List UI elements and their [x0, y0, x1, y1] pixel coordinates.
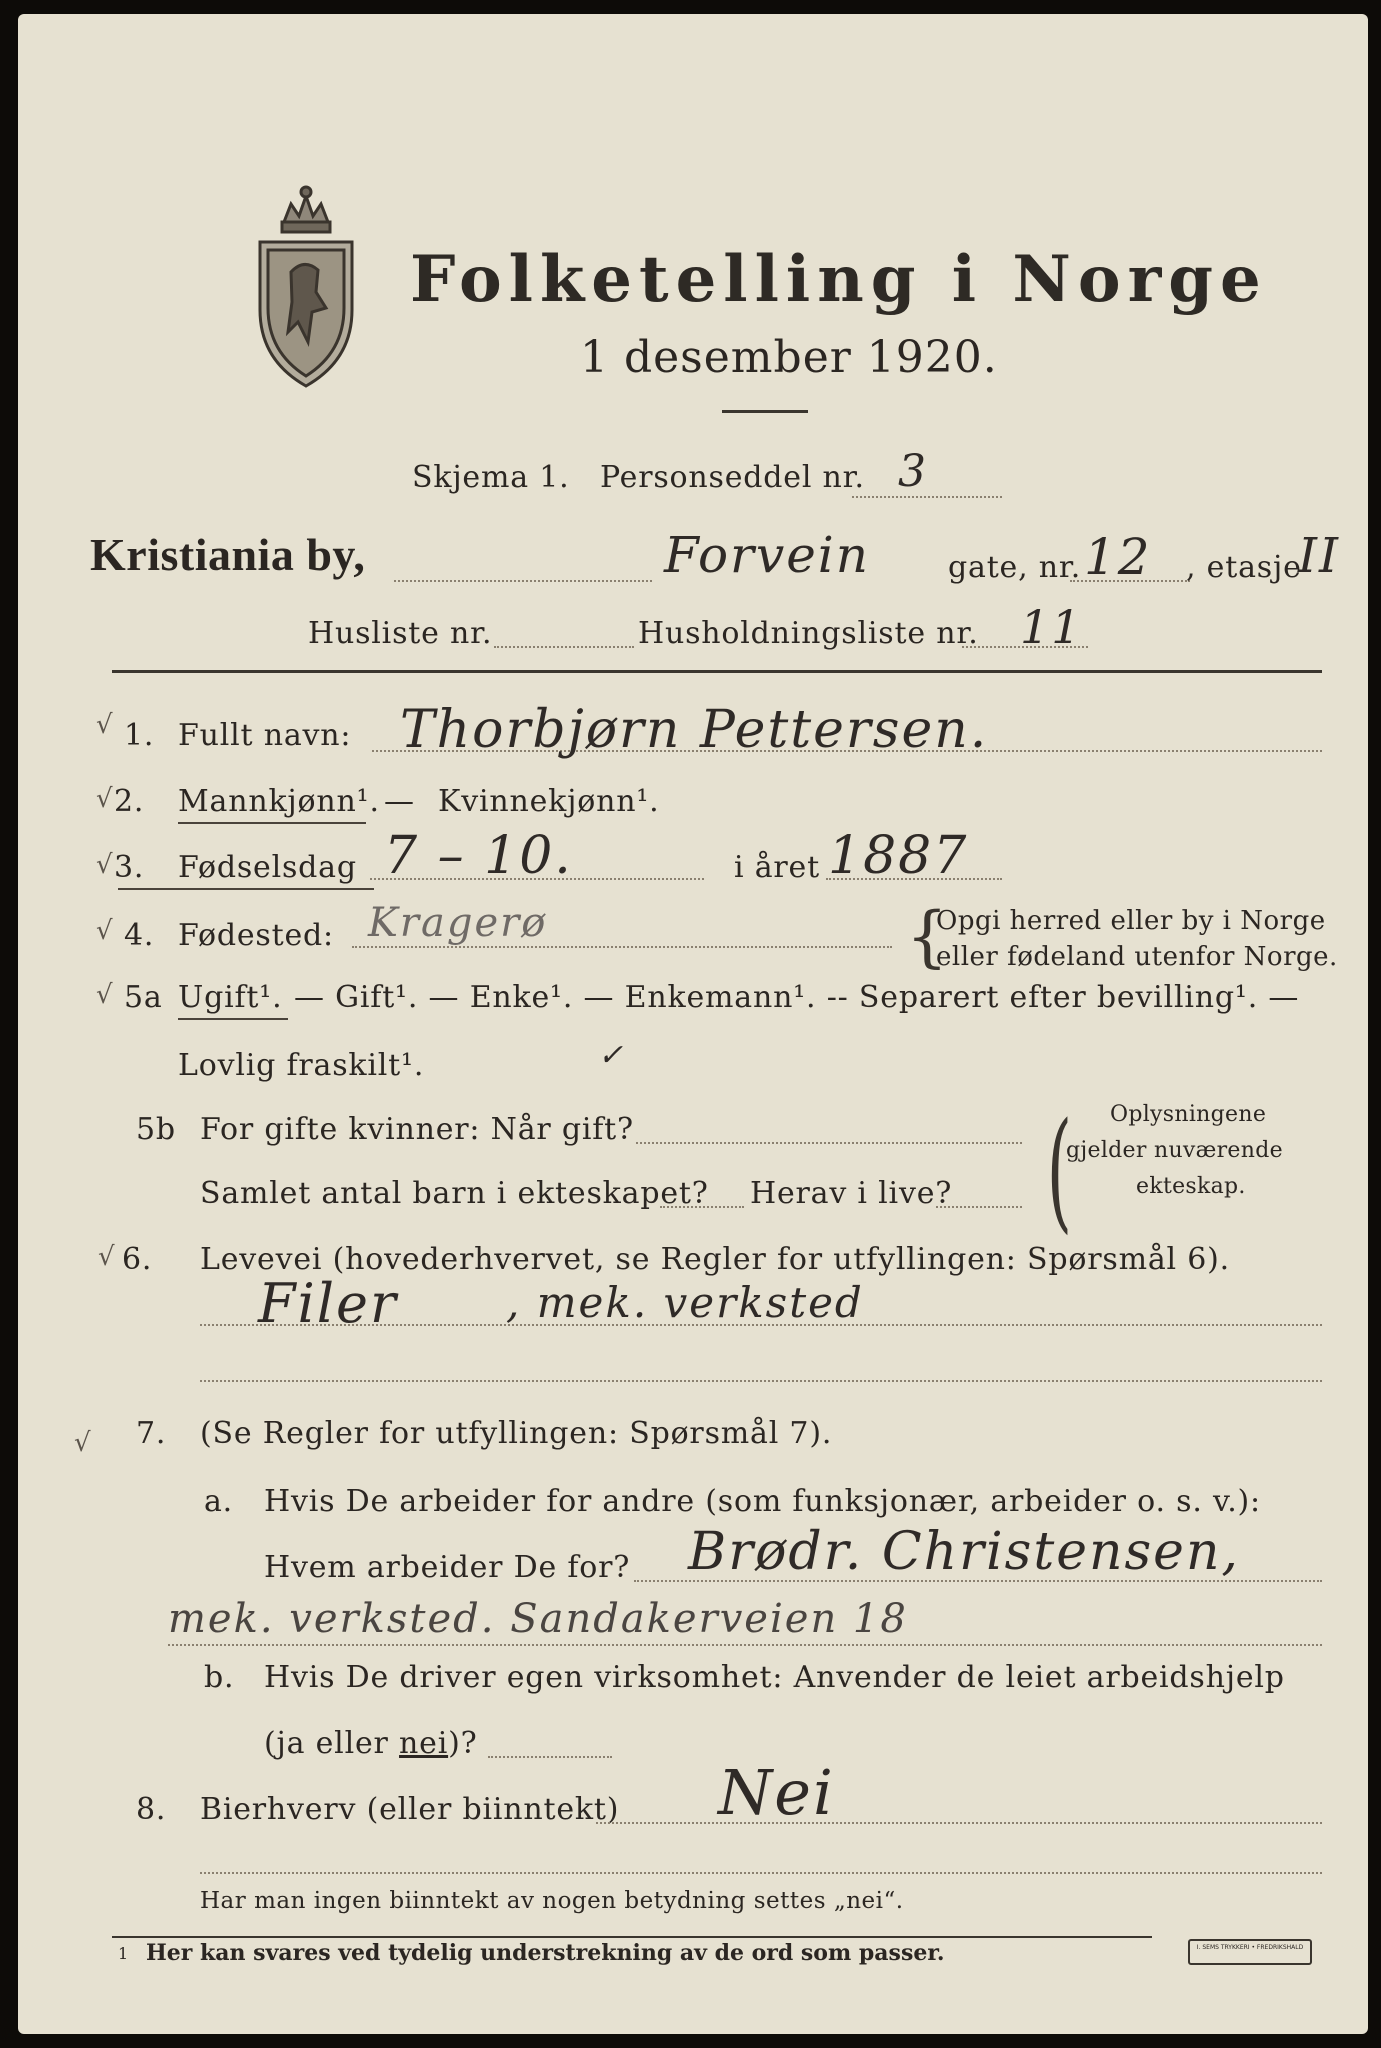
- q5a-options[interactable]: — Gift¹. — Enke¹. — Enkemann¹. -- Separert efter bevilling¹. —: [294, 980, 1300, 1015]
- checkmark-q4: √: [96, 916, 113, 946]
- checkmark-q3: √: [96, 850, 113, 880]
- coat-of-arms-emblem: [246, 182, 366, 392]
- q5b-note-line1: Oplysningene: [1110, 1102, 1267, 1127]
- q3-label: Fødselsdag: [178, 850, 357, 885]
- q2-kvinnekjonn[interactable]: Kvinnekjønn¹.: [438, 784, 660, 819]
- q3-answer[interactable]: 7 – 10.: [384, 826, 573, 886]
- personseddel-number[interactable]: 3: [898, 446, 928, 497]
- q1-answer[interactable]: Thorbjørn Pettersen.: [400, 700, 989, 760]
- q2-mannkjonn-underline: [178, 822, 366, 824]
- q5b-label2: Samlet antal barn i ekteskapet?: [200, 1176, 709, 1211]
- q4-number: 4.: [124, 918, 155, 953]
- checkmark-q7: √: [74, 1428, 91, 1458]
- q4-label: Fødested:: [178, 918, 334, 953]
- footer-separator: [112, 1936, 1152, 1938]
- street-name[interactable]: Forvein: [664, 526, 870, 584]
- q6-label: Levevei (hovederhvervet, se Regler for utfyllingen: Spørsmål 6).: [200, 1242, 1230, 1277]
- etasje-value[interactable]: II: [1298, 528, 1340, 584]
- q3-number: 3.: [114, 850, 145, 885]
- etasje-label: , etasje: [1186, 550, 1302, 585]
- husholdning-number[interactable]: 11: [1020, 600, 1083, 654]
- footer-note: Har man ingen biinntekt av nogen betydning settes „nei“.: [200, 1888, 904, 1914]
- footnote-number: 1: [118, 1944, 129, 1963]
- q4-note-brace: {: [906, 898, 948, 975]
- q7a-line2: [168, 1644, 1322, 1646]
- husliste-line: [494, 646, 634, 648]
- q7b-text: Hvis De driver egen virksomhet: Anvender de leiet arbeidshjelp: [264, 1660, 1285, 1695]
- q4-answer[interactable]: Kragerø: [368, 900, 548, 946]
- q6-answer-rest[interactable]: , mek. verksted: [506, 1278, 864, 1327]
- q5a-ugift[interactable]: Ugift¹.: [178, 980, 283, 1015]
- q7a-question: Hvem arbeider De for?: [264, 1550, 631, 1585]
- q6-number: 6.: [122, 1242, 153, 1277]
- q7a-letter: a.: [204, 1484, 234, 1519]
- q5b-herav-line: [936, 1206, 1022, 1208]
- q7-label: (Se Regler for utfyllingen: Spørsmål 7).: [200, 1416, 833, 1451]
- q8-answer[interactable]: Nei: [718, 1756, 835, 1829]
- q7b-nei-option[interactable]: nei: [399, 1726, 449, 1761]
- printer-stamp: I. SEMS TRYKKERI • FREDRIKSHALD: [1188, 1939, 1312, 1965]
- city-line: [394, 580, 652, 582]
- q7-number: 7.: [136, 1416, 167, 1451]
- q7b-question[interactable]: (ja eller nei)?: [264, 1726, 478, 1761]
- q7b-line: [488, 1756, 612, 1758]
- q4-note-line1: Opgi herred eller by i Norge: [936, 906, 1326, 936]
- q2-mannkjonn[interactable]: Mannkjønn¹.: [178, 784, 380, 819]
- q5a-tick-mark: ✓: [598, 1038, 626, 1073]
- q1-number: 1.: [124, 718, 155, 753]
- q4-line: [352, 946, 892, 948]
- q5b-label: For gifte kvinner: Når gift?: [200, 1112, 634, 1147]
- q5b-note-brace: (: [1046, 1094, 1073, 1246]
- q2-separator: —: [384, 784, 415, 819]
- checkmark-q2: √: [96, 784, 113, 814]
- q6-answer-main[interactable]: Filer: [258, 1272, 398, 1335]
- q3-underline: [118, 888, 374, 890]
- house-number[interactable]: 12: [1084, 528, 1152, 586]
- house-number-line: [1070, 580, 1190, 582]
- q1-label: Fullt navn:: [178, 718, 352, 753]
- q8-line2: [200, 1872, 1322, 1874]
- q5b-note-line3: ekteskap.: [1136, 1174, 1246, 1199]
- q5a-number: 5a: [124, 980, 163, 1015]
- title-divider: [722, 410, 808, 413]
- checkmark-q6: √: [98, 1242, 115, 1272]
- q7a-text: Hvis De arbeider for andre (som funksjonær, arbeider o. s. v.):: [264, 1484, 1261, 1519]
- husholdning-label: Husholdningsliste nr.: [638, 616, 979, 651]
- q5b-note-line2: gjelder nuværende: [1066, 1138, 1283, 1163]
- schema-label: Skjema 1.: [412, 460, 570, 495]
- q7a-answer[interactable]: Brødr. Christensen,: [688, 1522, 1240, 1582]
- form-title: Folketelling i Norge: [410, 242, 1268, 317]
- q4-note-line2: eller fødeland utenfor Norge.: [936, 942, 1338, 972]
- census-date: 1 desember 1920.: [580, 332, 998, 383]
- census-form-page: [18, 14, 1368, 2034]
- q8-line: [596, 1822, 1322, 1824]
- q8-label: Bierhverv (eller biinntekt): [200, 1792, 620, 1827]
- q5b-barn-line: [660, 1206, 744, 1208]
- q5a-ugift-underline: [178, 1018, 288, 1020]
- q2-number: 2.: [114, 784, 145, 819]
- husliste-label: Husliste nr.: [308, 616, 493, 651]
- q3-year[interactable]: 1887: [828, 826, 969, 886]
- q3-year-label: i året: [734, 850, 820, 885]
- q5b-number: 5b: [136, 1112, 176, 1147]
- q5b-herav-label: Herav i live?: [750, 1176, 953, 1211]
- checkmark-q5a: √: [96, 980, 113, 1010]
- checkmark-q1: √: [96, 710, 113, 740]
- gate-label: gate, nr.: [948, 550, 1082, 585]
- q6-line2: [200, 1380, 1322, 1382]
- q5a-lovlig-fraskilt[interactable]: Lovlig fraskilt¹.: [178, 1048, 425, 1083]
- personseddel-label: Personseddel nr.: [600, 460, 865, 495]
- q7b-letter: b.: [204, 1660, 235, 1695]
- city-label: Kristiania by,: [90, 529, 366, 580]
- header-separator: [112, 670, 1322, 673]
- footnote-text: Her kan svares ved tydelig understrekning av de ord som passer.: [146, 1940, 945, 1966]
- q8-number: 8.: [136, 1792, 167, 1827]
- q5b-gift-line: [636, 1142, 1022, 1144]
- q7a-answer-continued[interactable]: mek. verksted. Sandakerveien 18: [168, 1596, 908, 1642]
